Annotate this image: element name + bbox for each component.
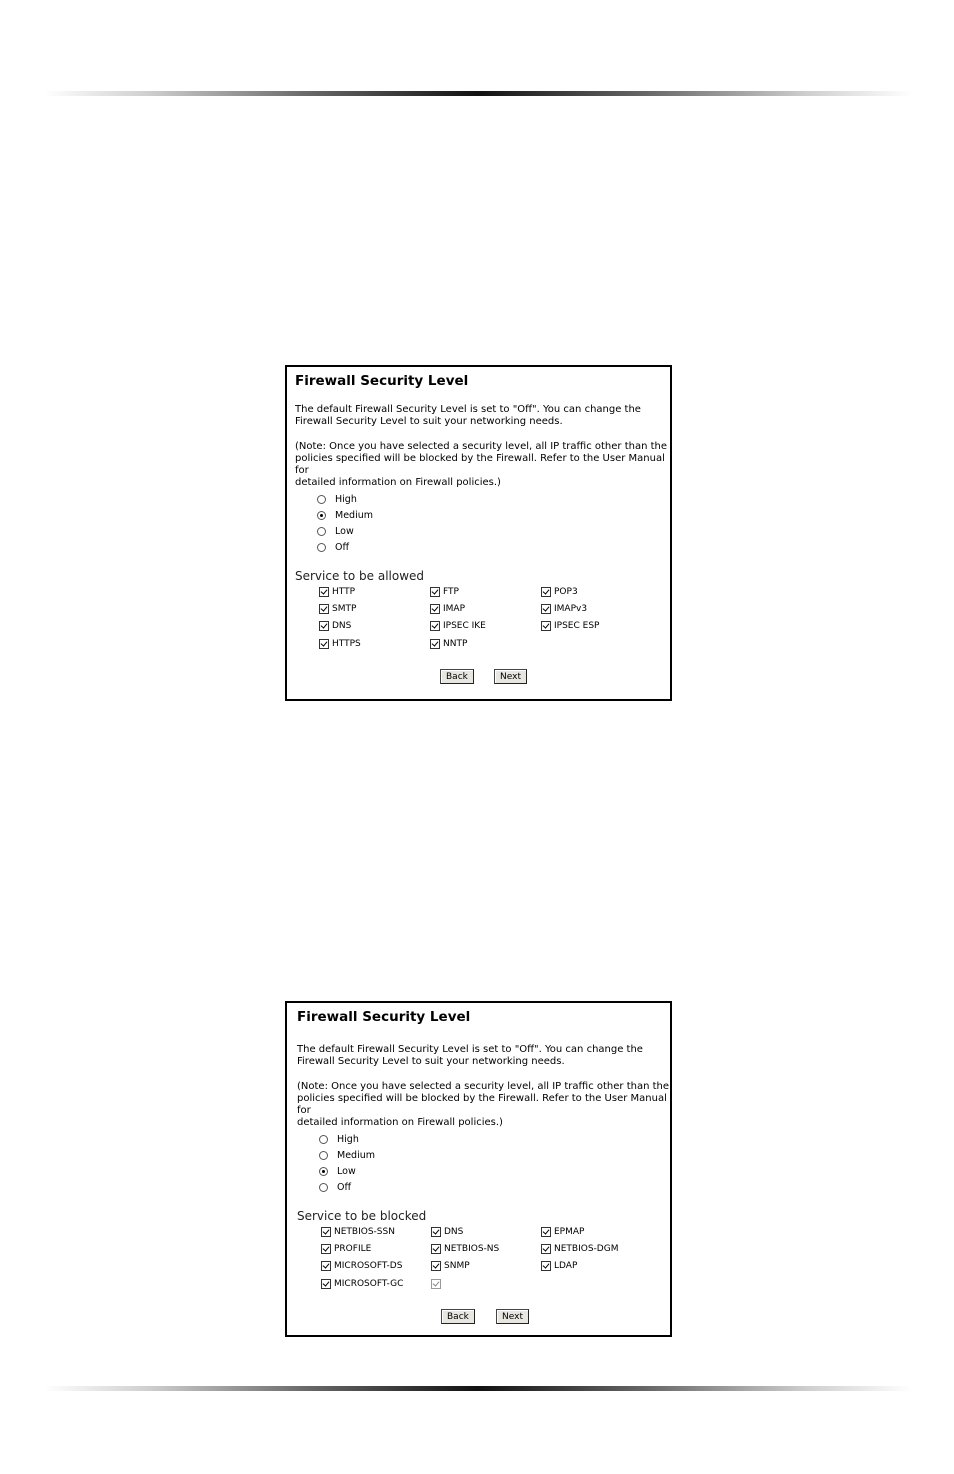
- service-label: DNS: [444, 1227, 464, 1237]
- service-label: HTTP: [332, 587, 356, 597]
- level-low-option[interactable]: [319, 1163, 375, 1179]
- service-label: NNTP: [443, 639, 468, 649]
- intro-text: The default Firewall Security Level is set to "Off". You can change the Firewall Security Level to suit your networking needs.: [297, 1044, 643, 1067]
- service-label: NETBIOS-SSN: [334, 1227, 395, 1237]
- checkbox[interactable]: [430, 587, 440, 597]
- checkbox[interactable]: [430, 604, 440, 614]
- level-label: Low: [337, 1165, 356, 1177]
- service-ftp[interactable]: [430, 585, 459, 599]
- checkbox[interactable]: [319, 621, 329, 631]
- service-label: FTP: [443, 587, 459, 597]
- service-label: POP3: [554, 587, 578, 597]
- security-level-group: [317, 491, 373, 555]
- checkbox[interactable]: [321, 1227, 331, 1237]
- checkbox[interactable]: [431, 1244, 441, 1254]
- checkbox[interactable]: [430, 639, 440, 649]
- level-low-option[interactable]: [317, 523, 373, 539]
- top-divider-rule: [44, 91, 912, 96]
- intro-text: The default Firewall Security Level is set to "Off". You can change the Firewall Security Level to suit your networking needs.: [295, 404, 641, 427]
- service-snmp[interactable]: [431, 1259, 470, 1273]
- service-imapv3[interactable]: [541, 602, 587, 616]
- service-http[interactable]: [319, 585, 355, 599]
- back-button[interactable]: Back: [440, 669, 474, 684]
- service-netbios-ssn[interactable]: [321, 1225, 395, 1239]
- service-label: IMAPv3: [554, 604, 588, 614]
- service-pop3[interactable]: [541, 585, 578, 599]
- radio-low[interactable]: [319, 1167, 328, 1176]
- level-label: Medium: [335, 509, 373, 521]
- note-text: (Note: Once you have selected a security level, all IP traffic other than the policies specified will be blocked by the Firewall. Refer to the User Manual for detailed information on Firewall policies.): [295, 441, 668, 488]
- level-medium-option[interactable]: [317, 507, 373, 523]
- level-medium-option[interactable]: [319, 1147, 375, 1163]
- service-label: PROFILE: [334, 1244, 372, 1254]
- panel-title: Firewall Security Level: [295, 373, 469, 389]
- service-epmap[interactable]: [541, 1225, 584, 1239]
- checkbox[interactable]: [321, 1261, 331, 1271]
- services-section-label: Service to be allowed: [295, 569, 425, 583]
- firewall-panel-medium: [285, 365, 672, 701]
- service-nntp[interactable]: [430, 637, 467, 651]
- service-label: SMTP: [332, 604, 357, 614]
- service-disabled-checkbox: [431, 1277, 444, 1291]
- back-button[interactable]: Back: [441, 1309, 475, 1324]
- next-button[interactable]: Next: [494, 669, 527, 684]
- service-microsoft-gc[interactable]: [321, 1277, 403, 1291]
- checkbox[interactable]: [430, 621, 440, 631]
- radio-low[interactable]: [317, 527, 326, 536]
- radio-high[interactable]: [319, 1135, 328, 1144]
- level-high-option[interactable]: [319, 1131, 375, 1147]
- radio-off[interactable]: [317, 543, 326, 552]
- service-label: SNMP: [444, 1261, 470, 1271]
- service-label: LDAP: [554, 1261, 578, 1271]
- service-label: EPMAP: [554, 1227, 585, 1237]
- checkbox[interactable]: [319, 639, 329, 649]
- checkbox[interactable]: [431, 1261, 441, 1271]
- service-label: NETBIOS-DGM: [554, 1244, 619, 1254]
- checkbox-disabled: [431, 1279, 441, 1289]
- service-ipsec-ike[interactable]: [430, 619, 486, 633]
- service-netbios-ns[interactable]: [431, 1242, 499, 1256]
- service-netbios-dgm[interactable]: [541, 1242, 618, 1256]
- service-smtp[interactable]: [319, 602, 356, 616]
- services-section-label: Service to be blocked: [297, 1209, 427, 1223]
- level-label: High: [335, 493, 357, 505]
- radio-medium[interactable]: [317, 511, 326, 520]
- checkbox[interactable]: [541, 1261, 551, 1271]
- service-dns[interactable]: [431, 1225, 463, 1239]
- next-button[interactable]: Next: [496, 1309, 529, 1324]
- security-level-group: [319, 1131, 375, 1195]
- service-label: DNS: [332, 621, 352, 631]
- level-label: Off: [335, 541, 350, 553]
- service-label: MICROSOFT-GC: [334, 1279, 404, 1289]
- radio-medium[interactable]: [319, 1151, 328, 1160]
- checkbox[interactable]: [319, 587, 329, 597]
- level-label: Low: [335, 525, 354, 537]
- radio-off[interactable]: [319, 1183, 328, 1192]
- service-label: IMAP: [443, 604, 466, 614]
- checkbox[interactable]: [541, 621, 551, 631]
- service-label: NETBIOS-NS: [444, 1244, 500, 1254]
- checkbox[interactable]: [541, 587, 551, 597]
- checkbox[interactable]: [321, 1279, 331, 1289]
- checkbox[interactable]: [431, 1227, 441, 1237]
- level-off-option[interactable]: [317, 539, 373, 555]
- level-high-option[interactable]: [317, 491, 373, 507]
- service-label: IPSEC IKE: [443, 621, 486, 631]
- level-label: High: [337, 1133, 359, 1145]
- service-microsoft-ds[interactable]: [321, 1259, 402, 1273]
- service-imap[interactable]: [430, 602, 465, 616]
- service-ipsec-esp[interactable]: [541, 619, 599, 633]
- panel-title: Firewall Security Level: [297, 1009, 471, 1025]
- checkbox[interactable]: [319, 604, 329, 614]
- level-off-option[interactable]: [319, 1179, 375, 1195]
- radio-high[interactable]: [317, 495, 326, 504]
- checkbox[interactable]: [321, 1244, 331, 1254]
- level-label: Medium: [337, 1149, 375, 1161]
- service-https[interactable]: [319, 637, 361, 651]
- service-label: IPSEC ESP: [554, 621, 600, 631]
- service-dns[interactable]: [319, 619, 351, 633]
- firewall-panel-low: [285, 1001, 672, 1337]
- service-profile[interactable]: [321, 1242, 371, 1256]
- bottom-divider-rule: [44, 1386, 912, 1391]
- service-ldap[interactable]: [541, 1259, 577, 1273]
- note-text: (Note: Once you have selected a security level, all IP traffic other than the policies specified will be blocked by the Firewall. Refer to the User Manual for detailed information on Firewall policies.): [297, 1081, 670, 1128]
- level-label: Off: [337, 1181, 352, 1193]
- checkbox[interactable]: [541, 1227, 551, 1237]
- checkbox[interactable]: [541, 604, 551, 614]
- service-label: MICROSOFT-DS: [334, 1261, 403, 1271]
- checkbox[interactable]: [541, 1244, 551, 1254]
- service-label: HTTPS: [332, 639, 361, 649]
